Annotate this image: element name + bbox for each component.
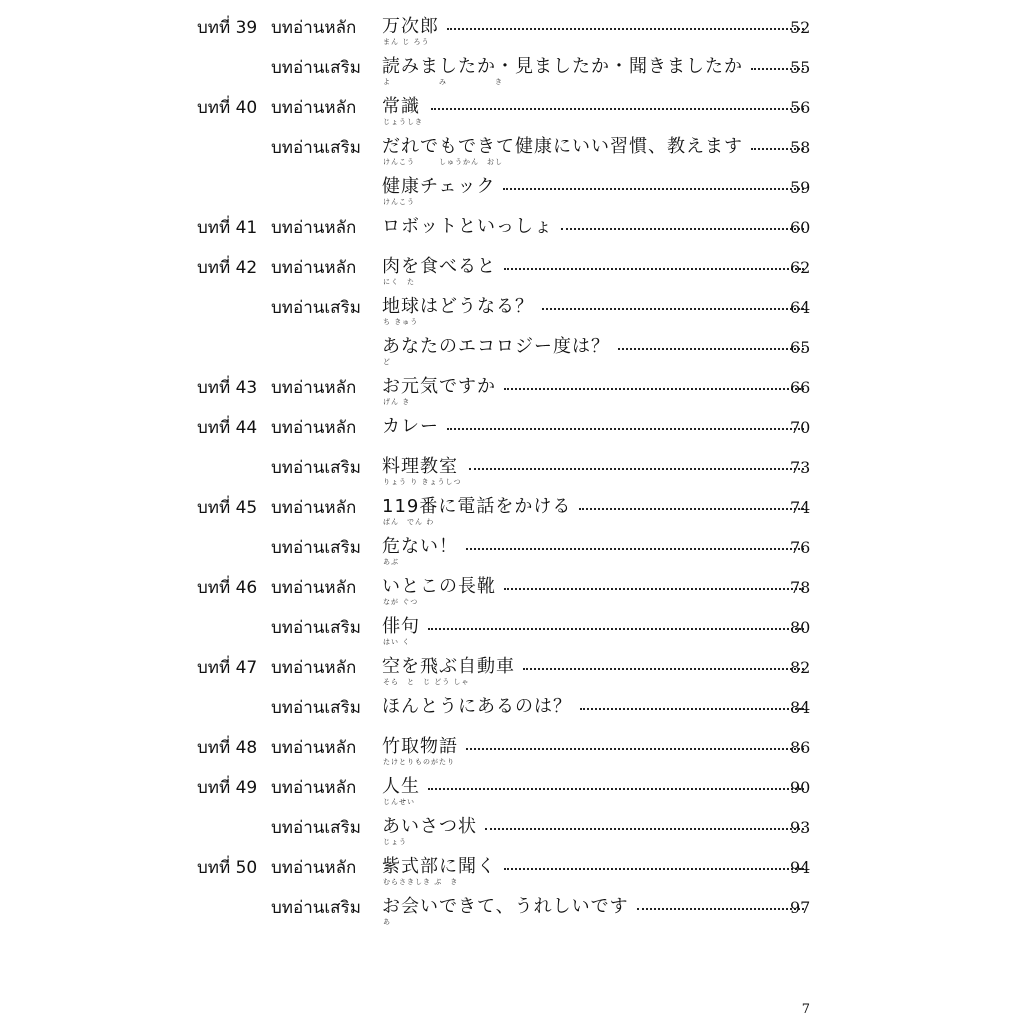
furigana: [382, 438, 439, 446]
entry-page-number: 78: [790, 578, 811, 597]
dot-leader: [542, 296, 804, 310]
entry-title-block: [382, 896, 629, 926]
entry-title-block: [382, 776, 420, 806]
entry-title: 肉を食べると: [382, 256, 496, 277]
entry-title: あなたのエコロジー度は？: [382, 336, 610, 357]
toc-row: [0, 772, 1024, 812]
furigana: げん き: [383, 398, 411, 406]
reading-type: บทอ่านหลัก: [271, 858, 357, 878]
entry-title-block: [382, 216, 553, 246]
entry-page-number: 62: [790, 258, 811, 277]
furigana: けんこう しゅうかん おし: [383, 158, 503, 166]
entry-title: 危ない！: [382, 536, 458, 557]
reading-type: บทอ่านหลัก: [271, 658, 357, 678]
dot-leader: [580, 696, 804, 710]
reading-type: บทอ่านเสริม: [271, 618, 361, 638]
dot-leader: [428, 776, 804, 790]
entry-title: 竹取物語: [382, 736, 458, 757]
entry-title-block: [382, 536, 458, 566]
lesson-number: บทที่ 42: [197, 258, 258, 278]
reading-type: บทอ่านหลัก: [271, 18, 357, 38]
entry-page-number: 55: [790, 58, 811, 77]
toc-entry: [382, 96, 810, 126]
reading-type: บทอ่านหลัก: [271, 738, 357, 758]
reading-type: บทอ่านหลัก: [271, 578, 357, 598]
furigana: じょうしき: [383, 118, 423, 126]
toc-row: [0, 52, 1024, 92]
entry-page-number: 70: [790, 418, 811, 437]
entry-title-block: [382, 416, 439, 446]
lesson-number: บทที่ 45: [197, 498, 258, 518]
toc-entry: [382, 176, 810, 206]
furigana: にく た: [383, 278, 415, 286]
toc-entry: [382, 696, 810, 726]
toc-row: [0, 852, 1024, 892]
dot-leader: [428, 616, 804, 630]
dot-leader: [447, 416, 804, 430]
entry-title: 読みましたか・見ましたか・聞きましたか: [382, 56, 743, 77]
reading-type: บทอ่านหลัก: [271, 498, 357, 518]
lesson-number: บทที่ 41: [197, 218, 258, 238]
lesson-number: บทที่ 50: [197, 858, 258, 878]
toc-row: [0, 692, 1024, 732]
furigana: なが ぐつ: [383, 598, 419, 606]
furigana: ど: [383, 358, 391, 366]
reading-type: บทอ่านเสริม: [271, 818, 361, 838]
table-of-contents: [0, 12, 1024, 932]
toc-row: [0, 732, 1024, 772]
toc-entry: [382, 656, 810, 686]
reading-type: บทอ่านเสริม: [271, 538, 361, 558]
dot-leader: [469, 456, 804, 470]
entry-page-number: 59: [790, 178, 811, 197]
dot-leader: [504, 576, 804, 590]
entry-title-block: [382, 696, 572, 726]
entry-title: お会いできて、うれしいです: [382, 896, 629, 917]
toc-entry: [382, 296, 810, 326]
toc-entry: [382, 616, 810, 646]
toc-entry: [382, 776, 810, 806]
dot-leader: [504, 256, 804, 270]
entry-page-number: 74: [790, 498, 811, 517]
toc-row: [0, 652, 1024, 692]
furigana: りょう り きょうしつ: [383, 478, 462, 486]
reading-type: บทอ่านเสริม: [271, 458, 361, 478]
toc-row: [0, 212, 1024, 252]
entry-title-block: [382, 16, 439, 46]
toc-entry: [382, 816, 810, 846]
dot-leader: [466, 536, 804, 550]
entry-page-number: 82: [790, 658, 811, 677]
reading-type: บทอ่านเสริม: [271, 898, 361, 918]
dot-leader: [618, 336, 804, 350]
toc-row: [0, 532, 1024, 572]
entry-page-number: 56: [790, 98, 811, 117]
toc-entry: [382, 496, 810, 526]
entry-title-block: [382, 296, 534, 326]
reading-type: บทอ่านเสริม: [271, 698, 361, 718]
furigana: よ み き: [383, 78, 503, 86]
toc-row: [0, 12, 1024, 52]
entry-title-block: [382, 456, 461, 486]
toc-row: [0, 892, 1024, 932]
dot-leader: [561, 216, 804, 230]
toc-row: [0, 132, 1024, 172]
reading-type: บทอ่านหลัก: [271, 378, 357, 398]
entry-title: 健康チェック: [382, 176, 496, 197]
furigana: あぶ: [383, 558, 399, 566]
toc-entry: [382, 336, 810, 366]
entry-title-block: [382, 736, 458, 766]
lesson-number: บทที่ 49: [197, 778, 258, 798]
entry-title: 紫式部に聞く: [382, 856, 496, 877]
lesson-number: บทที่ 46: [197, 578, 258, 598]
toc-row: [0, 172, 1024, 212]
reading-type: บทอ่านเสริม: [271, 298, 361, 318]
entry-page-number: 86: [790, 738, 811, 757]
toc-row: [0, 372, 1024, 412]
dot-leader: [466, 736, 804, 750]
toc-entry: [382, 16, 810, 46]
entry-page-number: 76: [790, 538, 811, 557]
entry-title: 料理教室: [382, 456, 458, 477]
toc-entry: [382, 456, 810, 486]
dot-leader: [504, 856, 804, 870]
lesson-number: บทที่ 47: [197, 658, 258, 678]
entry-title-block: [382, 176, 495, 206]
entry-title: ロボットといっしょ: [382, 216, 553, 237]
toc-row: [0, 412, 1024, 452]
entry-title-block: [382, 576, 496, 606]
dot-leader: [637, 896, 804, 910]
toc-row: [0, 812, 1024, 852]
entry-title: ほんとうにあるのは？: [382, 696, 572, 717]
toc-entry: [382, 896, 810, 926]
entry-title-block: [382, 816, 477, 846]
reading-type: บทอ่านหลัก: [271, 778, 357, 798]
entry-title: 地球はどうなる？: [382, 296, 534, 317]
toc-row: [0, 92, 1024, 132]
entry-title: 常識: [382, 96, 420, 117]
dot-leader: [447, 16, 804, 30]
entry-title-block: [382, 496, 571, 526]
entry-title: 万次郎: [382, 16, 439, 37]
lesson-number: บทที่ 48: [197, 738, 258, 758]
entry-page-number: 94: [790, 858, 811, 877]
entry-title: お元気ですか: [382, 376, 496, 397]
entry-title-block: [382, 616, 420, 646]
entry-title-block: [382, 96, 423, 126]
furigana: はい く: [383, 638, 411, 646]
furigana: けんこう: [383, 198, 415, 206]
entry-title-block: [382, 656, 515, 686]
entry-title-block: [382, 56, 743, 86]
furigana: じんせい: [383, 798, 415, 806]
page-number: 7: [801, 1002, 810, 1017]
reading-type: บทอ่านเสริม: [271, 58, 361, 78]
reading-type: บทอ่านหลัก: [271, 218, 357, 238]
toc-row: [0, 252, 1024, 292]
reading-type: บทอ่านหลัก: [271, 418, 357, 438]
furigana: まん じ ろう: [383, 38, 430, 46]
furigana: [382, 718, 572, 726]
lesson-number: บทที่ 44: [197, 418, 258, 438]
furigana: ばん でん わ: [383, 518, 435, 526]
lesson-number: บทที่ 39: [197, 18, 258, 38]
toc-row: [0, 572, 1024, 612]
dot-leader: [431, 96, 804, 110]
entry-page-number: 84: [790, 698, 811, 717]
entry-title-block: [382, 256, 496, 286]
toc-entry: [382, 576, 810, 606]
toc-entry: [382, 56, 810, 86]
entry-title-block: [382, 376, 496, 406]
toc-row: [0, 452, 1024, 492]
toc-entry: [382, 256, 810, 286]
furigana: ち きゅう: [383, 318, 419, 326]
entry-title: だれでもできて健康にいい習慣、教えます: [382, 136, 743, 157]
entry-title: いとこの長靴: [382, 576, 496, 597]
toc-entry: [382, 416, 810, 446]
entry-title: 人生: [382, 776, 420, 797]
furigana: そら と じ どう しゃ: [383, 678, 470, 686]
toc-entry: [382, 376, 810, 406]
entry-page-number: 93: [790, 818, 811, 837]
toc-entry: [382, 856, 810, 886]
entry-page-number: 73: [790, 458, 811, 477]
toc-entry: [382, 536, 810, 566]
toc-entry: [382, 736, 810, 766]
dot-leader: [485, 816, 804, 830]
entry-page-number: 64: [790, 298, 811, 317]
entry-page-number: 60: [790, 218, 811, 237]
toc-entry: [382, 216, 810, 246]
furigana: じょう: [383, 838, 407, 846]
reading-type: บทอ่านเสริม: [271, 138, 361, 158]
toc-row: [0, 612, 1024, 652]
furigana: あ: [383, 918, 391, 926]
reading-type: บทอ่านหลัก: [271, 258, 357, 278]
entry-page-number: 58: [790, 138, 811, 157]
entry-title: 空を飛ぶ自動車: [382, 656, 515, 677]
dot-leader: [503, 176, 804, 190]
toc-row: [0, 292, 1024, 332]
entry-title-block: [382, 136, 743, 166]
toc-row: [0, 332, 1024, 372]
furigana: たけとりものがたり: [383, 758, 455, 766]
entry-title-block: [382, 336, 610, 366]
dot-leader: [504, 376, 804, 390]
lesson-number: บทที่ 40: [197, 98, 258, 118]
lesson-number: บทที่ 43: [197, 378, 258, 398]
entry-page-number: 66: [790, 378, 811, 397]
furigana: むらさきしき ぶ き: [383, 878, 459, 886]
reading-type: บทอ่านหลัก: [271, 98, 357, 118]
dot-leader: [579, 496, 804, 510]
entry-title-block: [382, 856, 496, 886]
entry-page-number: 90: [790, 778, 811, 797]
entry-page-number: 97: [790, 898, 811, 917]
dot-leader: [523, 656, 804, 670]
entry-page-number: 65: [790, 338, 811, 357]
entry-title: 119番に電話をかける: [382, 496, 572, 517]
entry-title: 俳句: [382, 616, 420, 637]
entry-page-number: 80: [790, 618, 811, 637]
furigana: [382, 238, 553, 246]
toc-entry: [382, 136, 810, 166]
entry-title: カレー: [382, 416, 439, 437]
entry-page-number: 52: [790, 18, 811, 37]
entry-title: あいさつ状: [382, 816, 477, 837]
toc-row: [0, 492, 1024, 532]
